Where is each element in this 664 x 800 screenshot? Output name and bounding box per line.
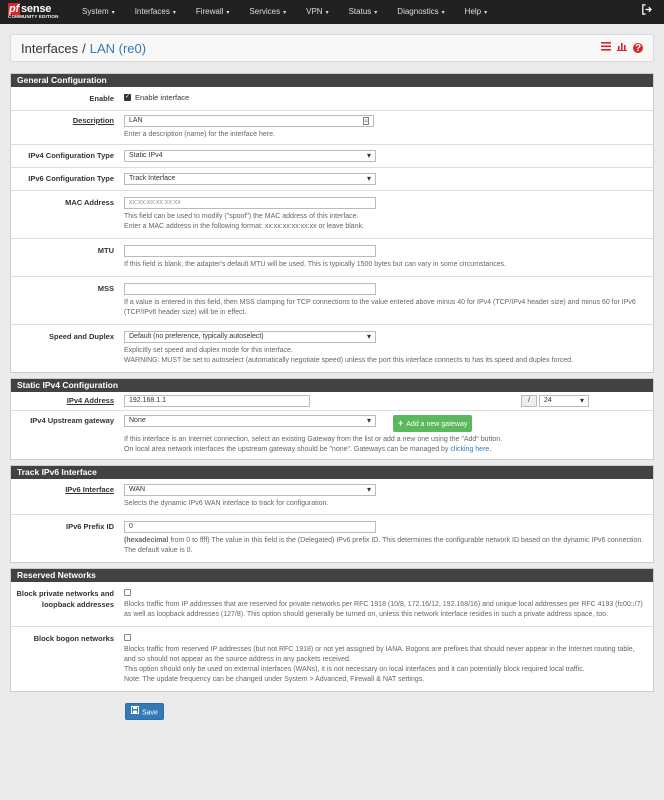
save-button[interactable] (125, 703, 164, 720)
block-private-label: Block private networks and loopback addresses (16, 589, 114, 609)
nav-item-label: System (82, 7, 109, 16)
block-private-hint: Blocks traffic from IP addresses that are reserved for private networks per RFC 1918 (10/8, 172.16/12, 192.168/16) and unique local addresses per RFC 4193 (fc00::/7) as well as loopback addresses (127/8). This option should generally be turned on, unless this network interface resides in such a private address space, too. (124, 601, 643, 618)
block-bogon-label: Block bogon networks (33, 634, 114, 643)
description-input[interactable] (124, 115, 374, 127)
section-title: General Configuration (11, 74, 653, 87)
ipv6-interface-label: IPv6 Interface (65, 485, 114, 494)
mac-hint-1: This field can be used to modify ("spoof") the MAC address of this interface. (124, 213, 359, 220)
nav-item-system[interactable] (72, 0, 125, 24)
nav-item-help[interactable] (455, 0, 497, 24)
bogon-hint-3: Note: The update frequency can be changed under System > Advanced, Firewall & NAT settings. (124, 676, 425, 683)
enable-checkbox[interactable] (124, 94, 131, 101)
mss-hint: If a value is entered in this field, then MSS clamping for TCP connections to the value entered above minus 40 for IPv4 (TCP/IPv4 header size) and minus 60 for IPv6 (TCP/IPv6 header size) will be in effect. (124, 299, 636, 316)
mss-input[interactable] (124, 283, 376, 295)
manage-gateways-link[interactable]: clicking here (450, 446, 490, 453)
mac-address-label: MAC Address (65, 198, 114, 207)
nav-item-firewall[interactable] (186, 0, 240, 24)
caret-down-icon: ▾ (484, 10, 488, 16)
caret-down-icon: ▾ (172, 10, 176, 16)
caret-down-icon: ▾ (111, 10, 115, 16)
nav-item-status[interactable] (339, 0, 388, 24)
list-icon[interactable] (601, 42, 611, 54)
reserved-networks-panel (10, 568, 654, 692)
ipv4-type-label: IPv4 Configuration Type (28, 151, 114, 160)
prefix-id-label: IPv6 Prefix ID (66, 522, 114, 531)
breadcrumb-root[interactable]: Interfaces (21, 40, 79, 56)
speed-duplex-label: Speed and Duplex (48, 332, 114, 341)
nav-item-label: Firewall (195, 7, 224, 16)
nav-item-label: Status (348, 7, 372, 16)
description-hint: Enter a description (name) for the interface here. (124, 131, 275, 138)
block-bogon-checkbox[interactable] (124, 634, 131, 641)
prefix-id-input[interactable]: 0 (124, 521, 376, 533)
nav-item-interfaces[interactable] (125, 0, 186, 24)
ipv4-address-input[interactable]: 192.168.1.1 (124, 395, 310, 407)
mac-hint-2: Enter a MAC address in the following format: xx:xx:xx:xx:xx:xx or leave blank. (124, 223, 365, 230)
general-configuration-panel (10, 73, 654, 373)
enable-text: Enable interface (135, 93, 190, 103)
nav-item-label: VPN (306, 7, 323, 16)
caret-down-icon: ▾ (226, 10, 230, 16)
nav-item-label: Interfaces (134, 7, 170, 16)
cidr-slash: / (521, 395, 537, 407)
caret-down-icon: ▾ (283, 10, 287, 16)
nav-item-vpn[interactable] (296, 0, 338, 24)
help-icon[interactable]: ? (634, 42, 642, 54)
save-label: Save (142, 709, 158, 717)
nav-item-diagnostics[interactable] (387, 0, 454, 24)
logout-icon[interactable] (641, 0, 652, 24)
block-private-checkbox[interactable] (124, 589, 131, 596)
speed-hint-2: WARNING: MUST be set to autoselect (automatically negotiate speed) unless the port this interface connects to has its speed and duplex forced. (124, 357, 574, 364)
mtu-input[interactable] (124, 245, 376, 257)
gateway-select[interactable]: None ▾ (124, 415, 376, 427)
nav-item-label: Help (464, 7, 482, 16)
logo-pf: pf (9, 3, 19, 15)
nav-item-services[interactable] (239, 0, 296, 24)
ipv6-type-select[interactable]: Track Interface ▾ (124, 173, 376, 185)
breadcrumb-current: LAN (re0) (89, 40, 147, 56)
description-value: LAN (129, 117, 143, 124)
ipv4-address-label: IPv4 Address (66, 396, 114, 405)
section-title: Track IPv6 Interface (11, 466, 653, 479)
mtu-hint: If this field is blank, the adapter's default MTU will be used. This is typically 1500 bytes but can vary in some circumstances. (124, 261, 507, 268)
plus-icon: + (398, 418, 404, 428)
static-ipv4-panel (10, 378, 654, 460)
caret-down-icon: ▾ (325, 10, 329, 16)
add-gateway-button[interactable] (393, 415, 472, 432)
ipv6-interface-hint: Selects the dynamic IPv6 WAN interface to track for configuration. (124, 500, 329, 507)
description-label: Description (72, 116, 114, 125)
speed-hint-1: Explicitly set speed and duplex mode for this interface. (124, 347, 293, 354)
caret-down-icon: ▾ (441, 10, 445, 16)
breadcrumb-separator: / (82, 40, 86, 56)
gateway-hint-end: . (489, 446, 492, 453)
prefix-hint: from 0 to ffff) The value in this field is the (Delegated) IPv6 prefix ID. This determines the configurable network ID based on the dynamic IPv6 connection. The default value is 0. (124, 537, 644, 554)
add-gateway-label: Add a new gateway (406, 421, 468, 428)
gateway-hint-1: If this interface is an Internet connection, select an existing Gateway from the list or add a new one using the "Add" button. (124, 436, 503, 443)
chart-icon[interactable] (617, 42, 627, 54)
breadcrumb (21, 41, 146, 56)
logo-subtitle: COMMUNITY EDITION (8, 14, 59, 19)
section-title: Static IPv4 Configuration (11, 379, 653, 392)
gateway-hint-2: On local area network interfaces the upstream gateway should be "none". Gateways can be managed by (124, 446, 449, 453)
gateway-label: IPv4 Upstream gateway (30, 416, 114, 425)
top-navbar (0, 0, 664, 24)
mtu-label: MTU (97, 246, 114, 255)
speed-duplex-select[interactable]: Default (no preference, typically autoselect) ▾ (124, 331, 376, 343)
page-header (10, 34, 654, 62)
nav-menu (72, 0, 497, 24)
caret-down-icon: ▾ (374, 10, 378, 16)
pfsense-logo[interactable] (0, 0, 72, 24)
enable-label: Enable (89, 94, 114, 103)
clipboard-icon (363, 117, 369, 129)
cidr-select[interactable]: 24 ▾ (539, 395, 589, 407)
section-title: Reserved Networks (11, 569, 653, 582)
mac-address-input[interactable]: xx:xx:xx:xx:xx:xx (124, 197, 376, 209)
ipv4-type-select[interactable]: Static IPv4 ▾ (124, 150, 376, 162)
save-icon (131, 704, 139, 721)
track-ipv6-panel (10, 465, 654, 563)
ipv6-type-label: IPv6 Configuration Type (28, 174, 114, 183)
bogon-hint-2: This option should only be used on external interfaces (WANs), it is not necessary on local interfaces and it can potentially block required local traffic. (124, 666, 585, 673)
bogon-hint-1: Blocks traffic from reserved IP addresses (but not RFC 1918) or not yet assigned by IANA. Bogons are prefixes that should never appear in the Internet routing table, and so should not appear as the source address in any packets received. (124, 646, 635, 663)
logo-text: sense (20, 3, 52, 15)
nav-item-label: Services (249, 7, 281, 16)
prefix-hint-bold: (hexadecimal (124, 537, 169, 544)
ipv6-interface-select[interactable]: WAN ▾ (124, 484, 376, 496)
mss-label: MSS (97, 284, 114, 293)
nav-item-label: Diagnostics (397, 7, 439, 16)
